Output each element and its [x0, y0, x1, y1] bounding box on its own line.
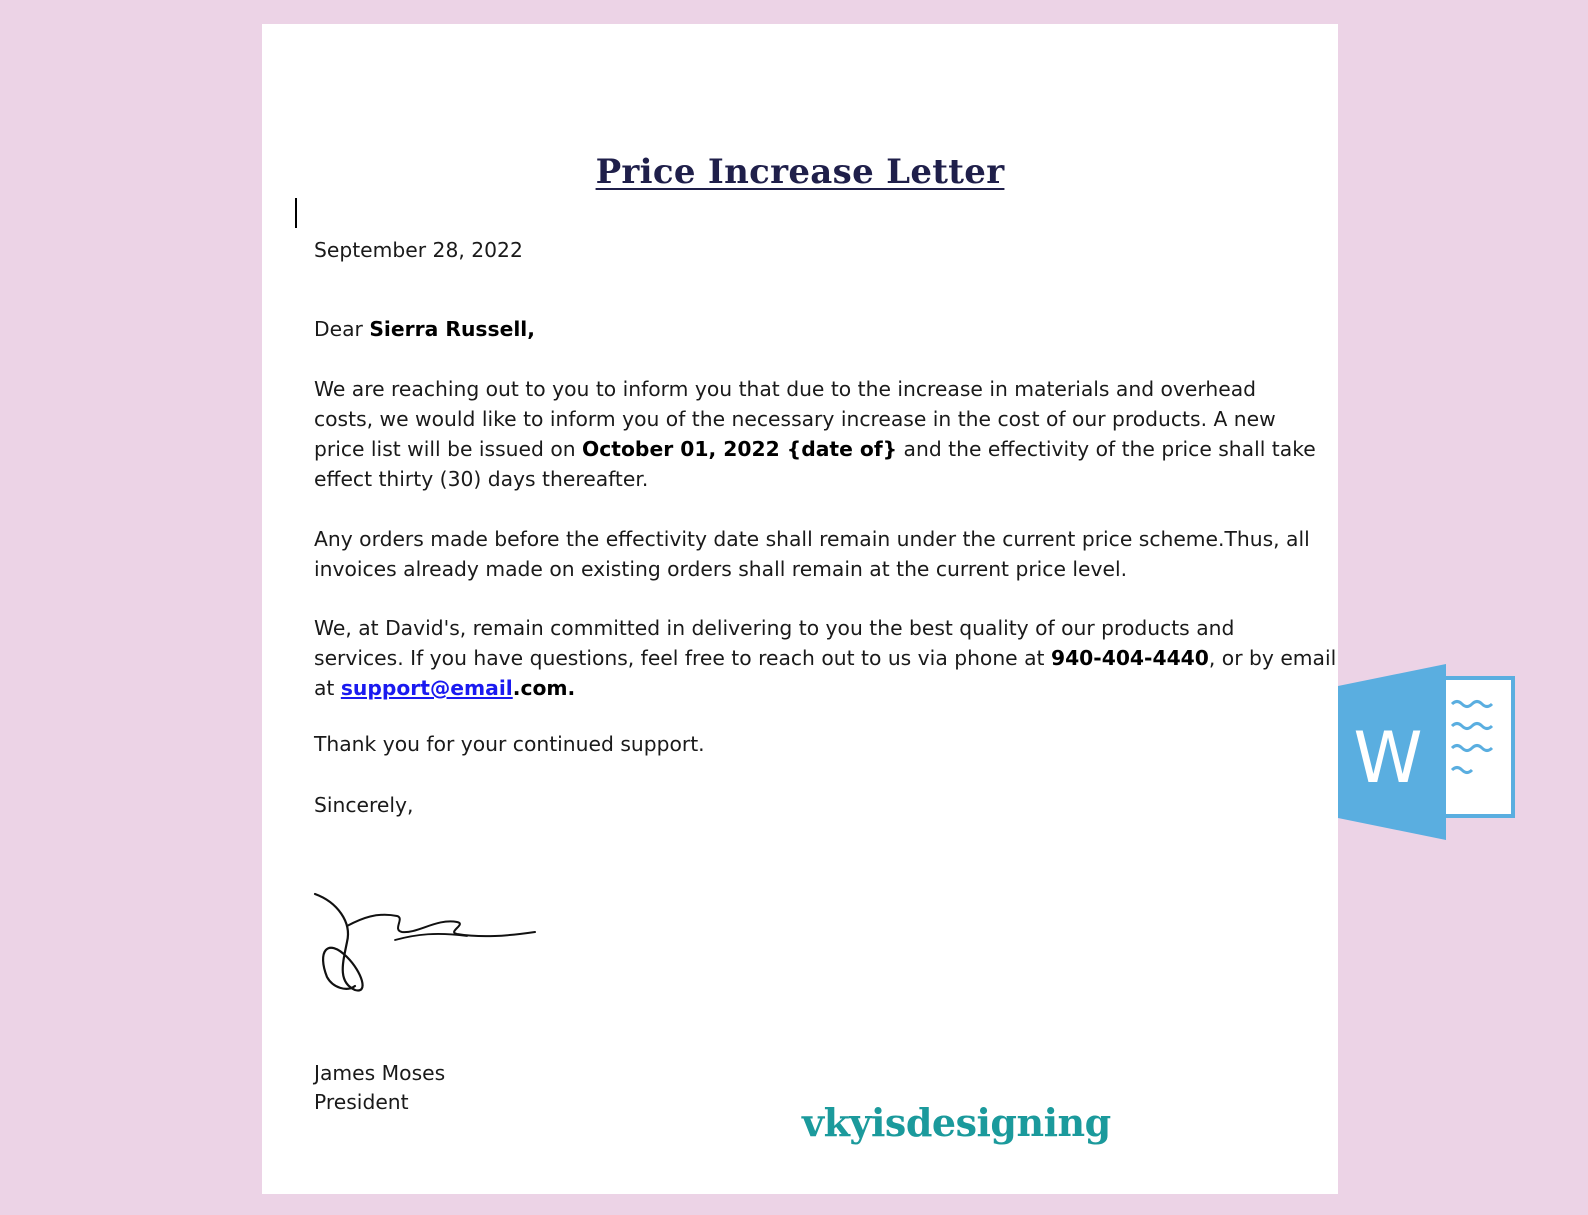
text-cursor [295, 198, 297, 228]
phone-number: 940-404-4440 [1050, 646, 1209, 670]
thanks-line: Thank you for your continued support. [314, 732, 705, 756]
paragraph-3-line-2-suffix: , or by email [1208, 646, 1337, 670]
paragraph-1-line-3-prefix: price list will be issued on [314, 437, 583, 461]
microsoft-word-icon [1338, 664, 1520, 842]
signature [307, 882, 537, 1002]
paragraph-1 [314, 374, 1316, 494]
price-list-date: October 01, 2022 {date of} [582, 437, 898, 461]
email-suffix: .com. [512, 676, 576, 700]
paragraph-2-line-2: invoices already made on existing orders shall remain at the current price level. [314, 557, 1128, 581]
paragraph-3-line-2-prefix: services. If you have questions, feel free to reach out to us via phone at [314, 646, 1051, 670]
paragraph-3-line-1: We, at David's, remain committed in delivering to you the best quality of our products and [314, 616, 1235, 640]
paragraph-2 [314, 524, 1310, 584]
salutation [314, 314, 1274, 344]
salutation-prefix: Dear [314, 317, 370, 341]
word-icon-letter: W [1353, 717, 1423, 799]
paragraph-3 [314, 613, 1337, 703]
recipient-name: Sierra Russell, [369, 317, 535, 341]
paragraph-2-line-1: Any orders made before the effectivity date shall remain under the current price scheme.Thus, all [314, 527, 1310, 551]
paragraph-1-line-3 [314, 434, 1316, 464]
letter-date: September 28, 2022 [314, 238, 523, 262]
paragraph-3-line-3-prefix: at [314, 676, 341, 700]
paragraph-1-line-4: effect thirty (30) days thereafter. [314, 467, 649, 491]
paragraph-1-line-2: costs, we would like to inform you of the necessary increase in the cost of our products. A new [314, 407, 1276, 431]
closing: Sincerely, [314, 793, 414, 817]
paragraph-3-line-3 [314, 673, 1274, 703]
letter-page [262, 24, 1338, 1194]
signer-name: James Moses [314, 1061, 446, 1085]
paragraph-1-line-3-suffix: and the effectivity of the price shall take [897, 437, 1316, 461]
letter-title: Price Increase Letter [595, 152, 1005, 192]
email-link[interactable]: support@email [340, 676, 513, 700]
brand-watermark: vkyisdesigning [802, 1100, 1111, 1145]
paragraph-1-line-1: We are reaching out to you to inform you that due to the increase in materials and overhead [314, 377, 1257, 401]
paragraph-3-line-2 [314, 643, 1337, 673]
signer-title: President [314, 1090, 409, 1114]
